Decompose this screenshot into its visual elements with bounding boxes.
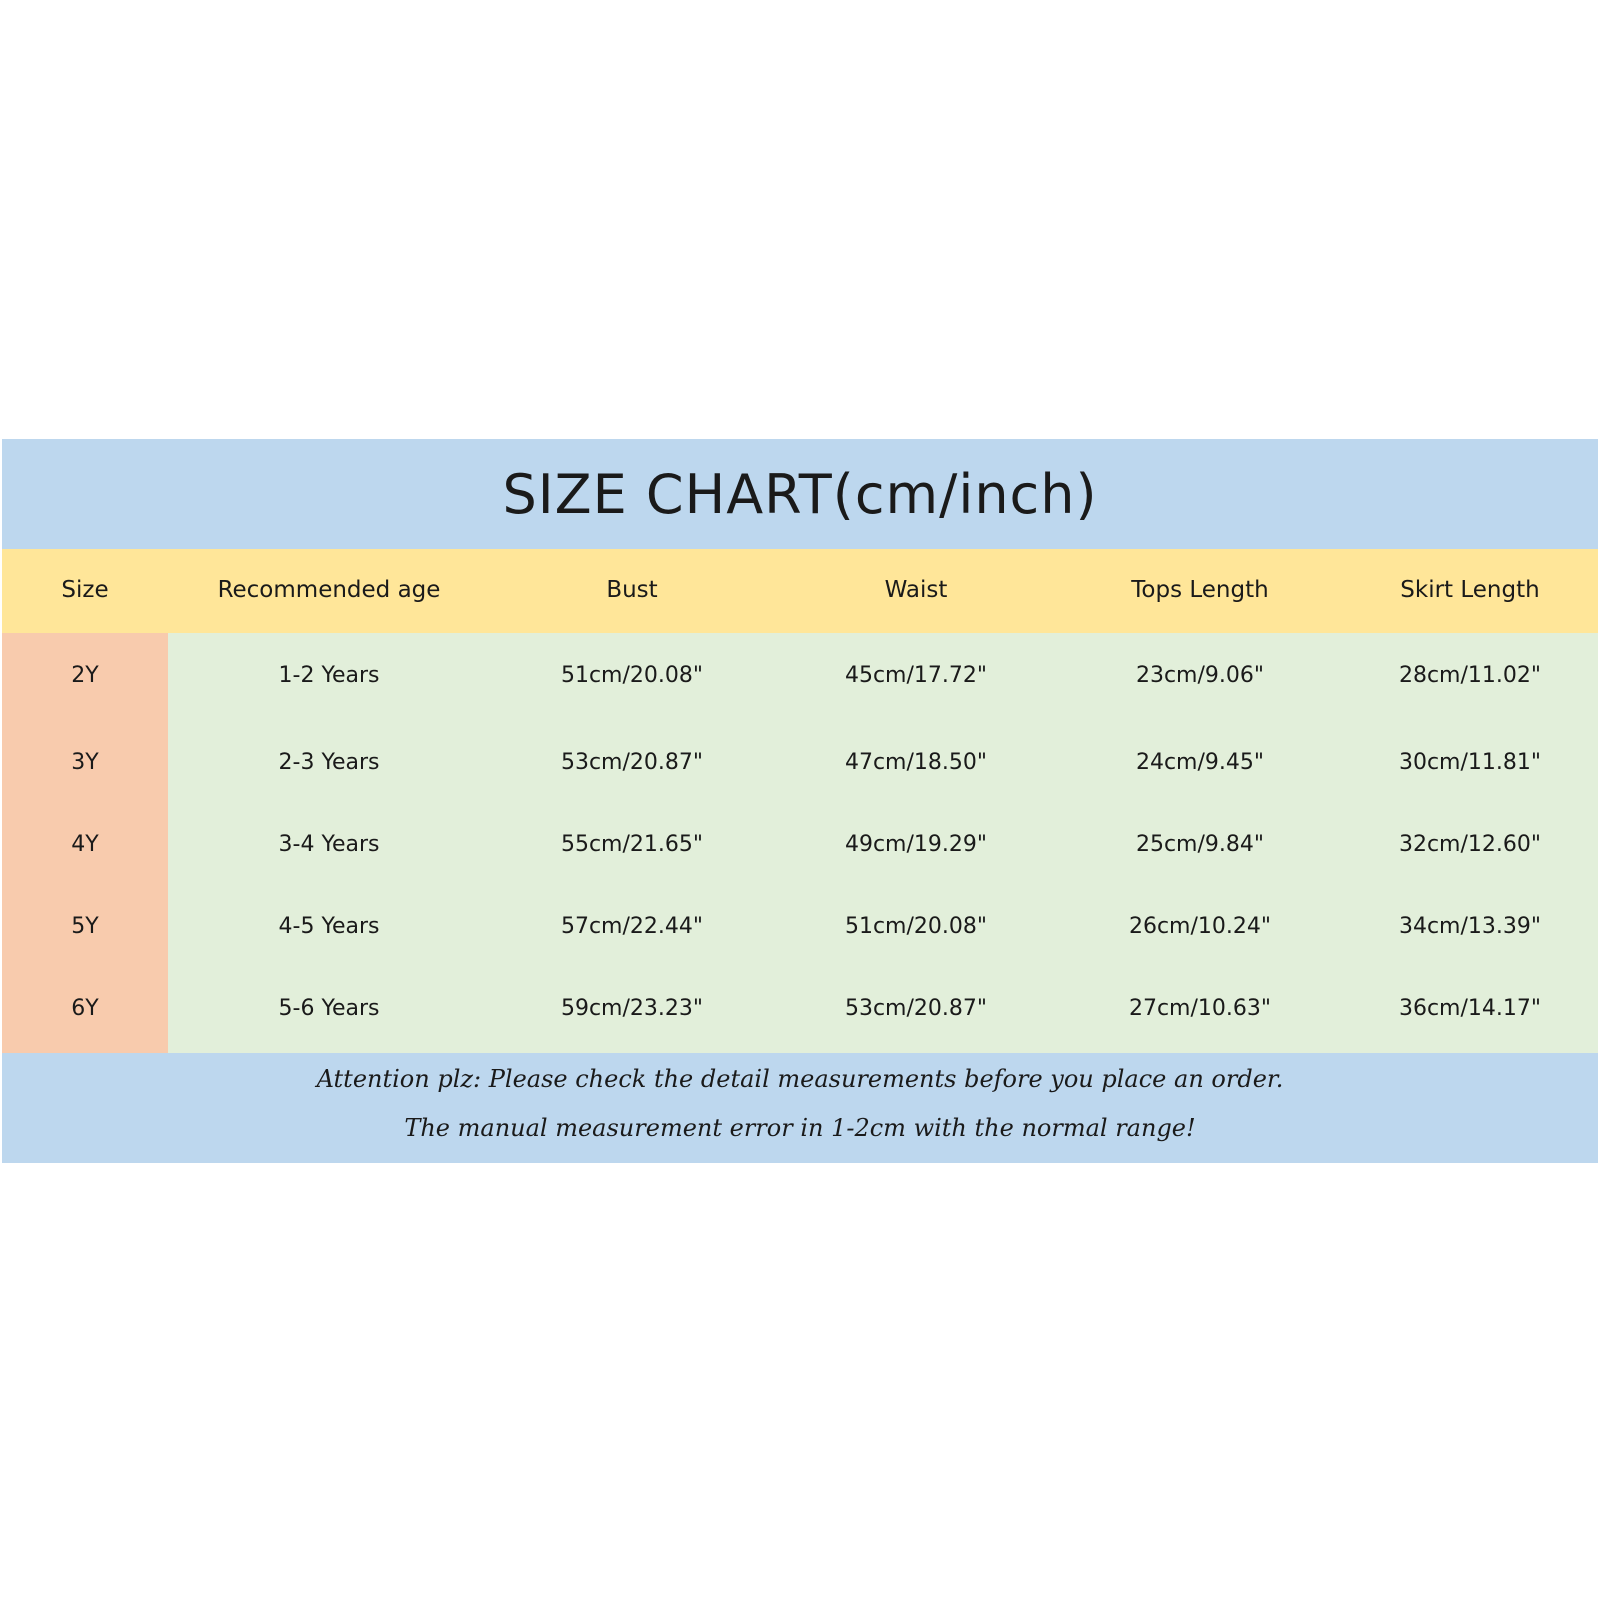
cell-waist: 47cm/18.50": [844, 750, 988, 775]
cell-waist: 53cm/20.87": [844, 996, 988, 1021]
cell-recommended-age: 4-5 Years: [278, 914, 380, 939]
cell-tops-length: 23cm/9.06": [1135, 663, 1265, 688]
table-body: [2, 633, 1598, 1053]
header-row: [2, 549, 1598, 633]
size-chart: [2, 439, 1598, 1163]
cell-size: 2Y: [71, 663, 99, 688]
cell-size: 4Y: [71, 832, 99, 857]
cell-size: 5Y: [71, 914, 99, 939]
cell-tops-length: 27cm/10.63": [1128, 996, 1272, 1021]
cell-bust: 57cm/22.44": [560, 914, 704, 939]
cell-size: 3Y: [71, 750, 99, 775]
cell-waist: 49cm/19.29": [844, 832, 988, 857]
header-size: Size: [61, 577, 109, 603]
footer-note: [2, 1053, 1598, 1163]
cell-recommended-age: 5-6 Years: [278, 996, 380, 1021]
header-recommended-age: Recommended age: [217, 577, 441, 603]
cell-bust: 55cm/21.65": [560, 832, 704, 857]
cell-skirt-length: 34cm/13.39": [1398, 914, 1542, 939]
footer-line-1: Attention plz: Please check the detail measurements before you place an order.: [316, 1065, 1284, 1093]
cell-recommended-age: 3-4 Years: [278, 832, 380, 857]
header-waist: Waist: [884, 577, 948, 603]
header-skirt-length: Skirt Length: [1400, 577, 1540, 603]
cell-skirt-length: 36cm/14.17": [1398, 996, 1542, 1021]
title-bar: [2, 439, 1598, 549]
cell-bust: 53cm/20.87": [560, 750, 704, 775]
header-tops-length: Tops Length: [1131, 577, 1269, 603]
footer-line-2: The manual measurement error in 1-2cm with the normal range!: [404, 1114, 1196, 1142]
cell-skirt-length: 28cm/11.02": [1398, 663, 1542, 688]
cell-tops-length: 25cm/9.84": [1135, 832, 1265, 857]
cell-skirt-length: 30cm/11.81": [1398, 750, 1542, 775]
chart-title: SIZE CHART(cm/inch): [502, 462, 1098, 526]
cell-bust: 59cm/23.23": [560, 996, 704, 1021]
cell-tops-length: 26cm/10.24": [1128, 914, 1272, 939]
cell-tops-length: 24cm/9.45": [1135, 750, 1265, 775]
cell-waist: 51cm/20.08": [844, 914, 988, 939]
cell-waist: 45cm/17.72": [844, 663, 988, 688]
cell-skirt-length: 32cm/12.60": [1398, 832, 1542, 857]
cell-bust: 51cm/20.08": [560, 663, 704, 688]
cell-recommended-age: 2-3 Years: [278, 750, 380, 775]
cell-recommended-age: 1-2 Years: [278, 663, 380, 688]
header-bust: Bust: [606, 577, 658, 603]
cell-size: 6Y: [71, 996, 99, 1021]
